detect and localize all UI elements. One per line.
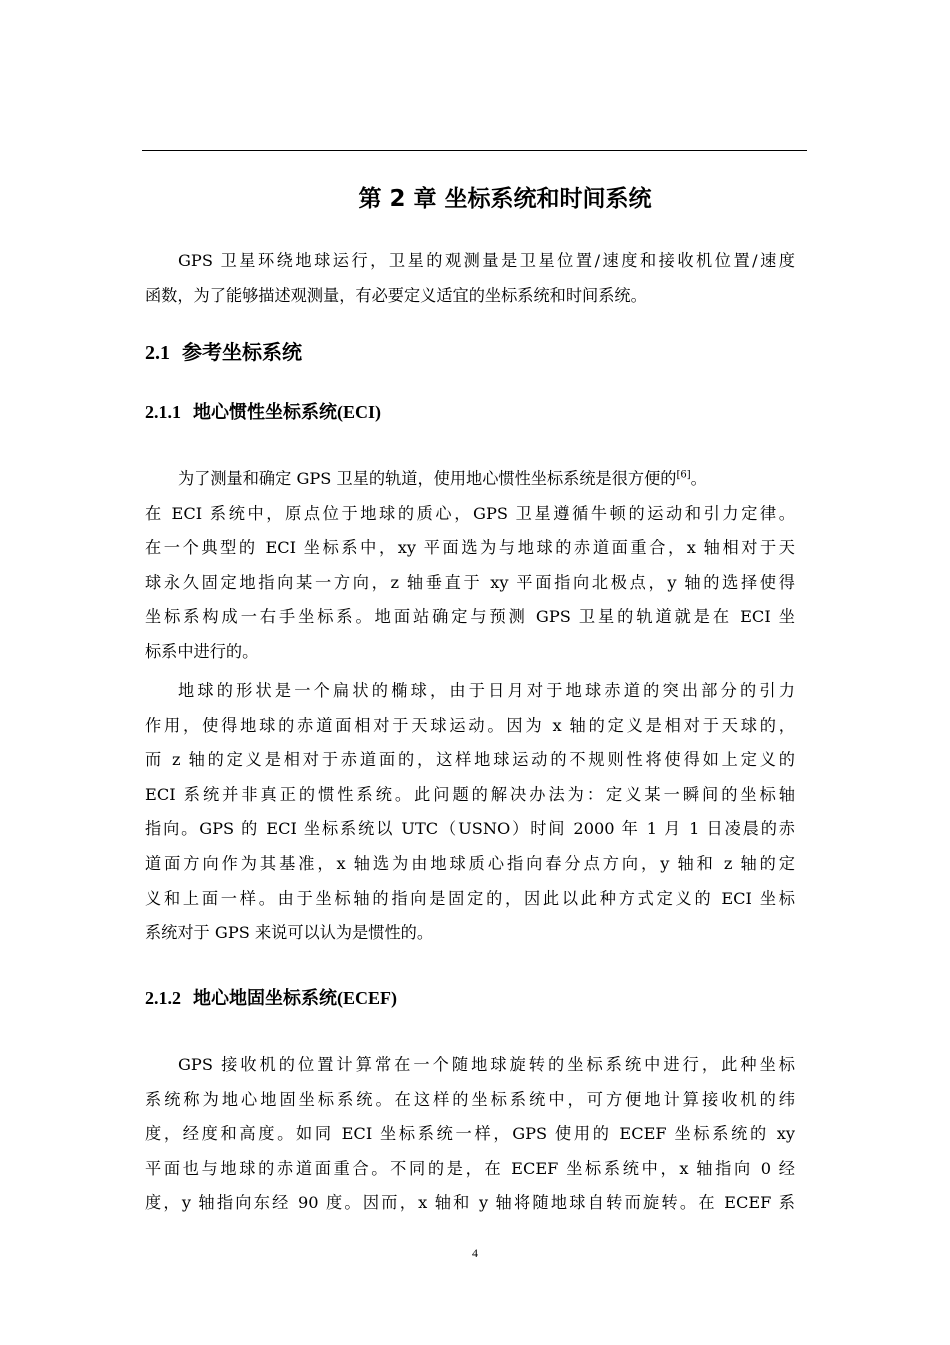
eci-p1-line-1-text: 为了测量和确定 GPS 卫星的轨道，使用地心惯性坐标系统是很方便的	[178, 469, 677, 488]
eci-p2-line-1: 地球的形状是一个扁状的椭球，由于日月对于地球赤道的突出部分的引力	[178, 681, 795, 700]
eci-p2-line-4: ECI 系统并非真正的惯性系统。此问题的解决办法为：定义某一瞬间的坐标轴	[145, 784, 795, 804]
eci-paragraph-2	[145, 674, 795, 951]
eci-p1-line-3: 在一个典型的 ECI 坐标系中，xy 平面选为与地球的赤道面重合，x 轴相对于天	[145, 538, 795, 558]
eci-p2-line-7: 义和上面一样。由于坐标轴的指向是固定的，因此以此种方式定义的 ECI 坐标	[145, 888, 795, 908]
subsection-number: 2.1.2	[145, 988, 181, 1008]
section-title: 参考坐标系统	[182, 340, 302, 364]
chapter-title: 第 2 章 坐标系统和时间系统	[358, 186, 652, 212]
eci-p2-line-3: 而 z 轴的定义是相对于赤道面的，这样地球运动的不规则性将使得如上定义的	[145, 750, 795, 770]
page-number: 4	[472, 1246, 478, 1260]
subsection-title: 地心地固坐标系统	[193, 988, 337, 1009]
ecef-p1-line-1: GPS 接收机的位置计算常在一个随地球旋转的坐标系统中进行，此种坐标	[178, 1055, 795, 1074]
ecef-p1-line-4: 平面也与地球的赤道面重合。不同的是，在 ECEF 坐标系统中，x 轴指向 0 经	[145, 1158, 795, 1178]
ecef-paragraph-1	[145, 1048, 795, 1221]
subsection-number: 2.1.1	[145, 402, 181, 422]
eci-paragraph-1	[145, 462, 795, 670]
subsection-heading-2-1-2	[145, 984, 397, 1013]
subsection-suffix: (ECI)	[337, 402, 381, 422]
eci-p1-line-1-end: 。	[690, 469, 707, 488]
subsection-title: 地心惯性坐标系统	[193, 402, 337, 423]
ecef-p1-line-3: 度，经度和高度。如同 ECI 坐标系统一样，GPS 使用的 ECEF 坐标系统的 xy	[145, 1124, 795, 1144]
ecef-p1-line-2: 系统称为地心地固坐标系统。在这样的坐标系统中，可方便地计算接收机的纬	[145, 1089, 795, 1109]
ecef-p1-line-5: 度，y 轴指向东经 90 度。因而，x 轴和 y 轴将随地球自转而旋转。在 ECEF 系	[145, 1193, 795, 1213]
header-rule	[142, 150, 807, 151]
eci-p1-line-4: 球永久固定地指向某一方向，z 轴垂直于 xy 平面指向北极点，y 轴的选择使得	[145, 572, 795, 592]
eci-p2-line-2: 作用，使得地球的赤道面相对于天球运动。因为 x 轴的定义是相对于天球的，	[145, 715, 795, 735]
eci-p1-line-1	[145, 462, 795, 497]
eci-p2-line-6: 道面方向作为其基准，x 轴选为由地球质心指向春分点方向，y 轴和 z 轴的定	[145, 853, 795, 873]
eci-p1-line-6: 标系中进行的。	[145, 641, 259, 661]
subsection-heading-2-1-1	[145, 398, 381, 427]
intro-line-1: GPS 卫星环绕地球运行，卫星的观测量是卫星位置/速度和接收机位置/速度	[178, 251, 795, 270]
eci-p1-line-2: 在 ECI 系统中，原点位于地球的质心，GPS 卫星遵循牛顿的运动和引力定律。	[145, 503, 795, 523]
citation: [6]	[676, 469, 691, 481]
subsection-suffix: (ECEF)	[337, 988, 397, 1008]
section-heading-2-1	[145, 337, 302, 368]
eci-p2-line-8: 系统对于 GPS 来说可以认为是惯性的。	[145, 923, 434, 943]
section-number: 2.1	[145, 342, 170, 364]
intro-paragraph	[145, 244, 795, 313]
intro-line-2: 函数，为了能够描述观测量，有必要定义适宜的坐标系统和时间系统。	[145, 285, 647, 305]
eci-p1-line-5: 坐标系构成一右手坐标系。地面站确定与预测 GPS 卫星的轨道就是在 ECI 坐	[145, 607, 795, 627]
eci-p2-line-5: 指向。GPS 的 ECI 坐标系统以 UTC（USNO）时间 2000 年 1 月 1 日凌晨的赤	[145, 819, 795, 839]
